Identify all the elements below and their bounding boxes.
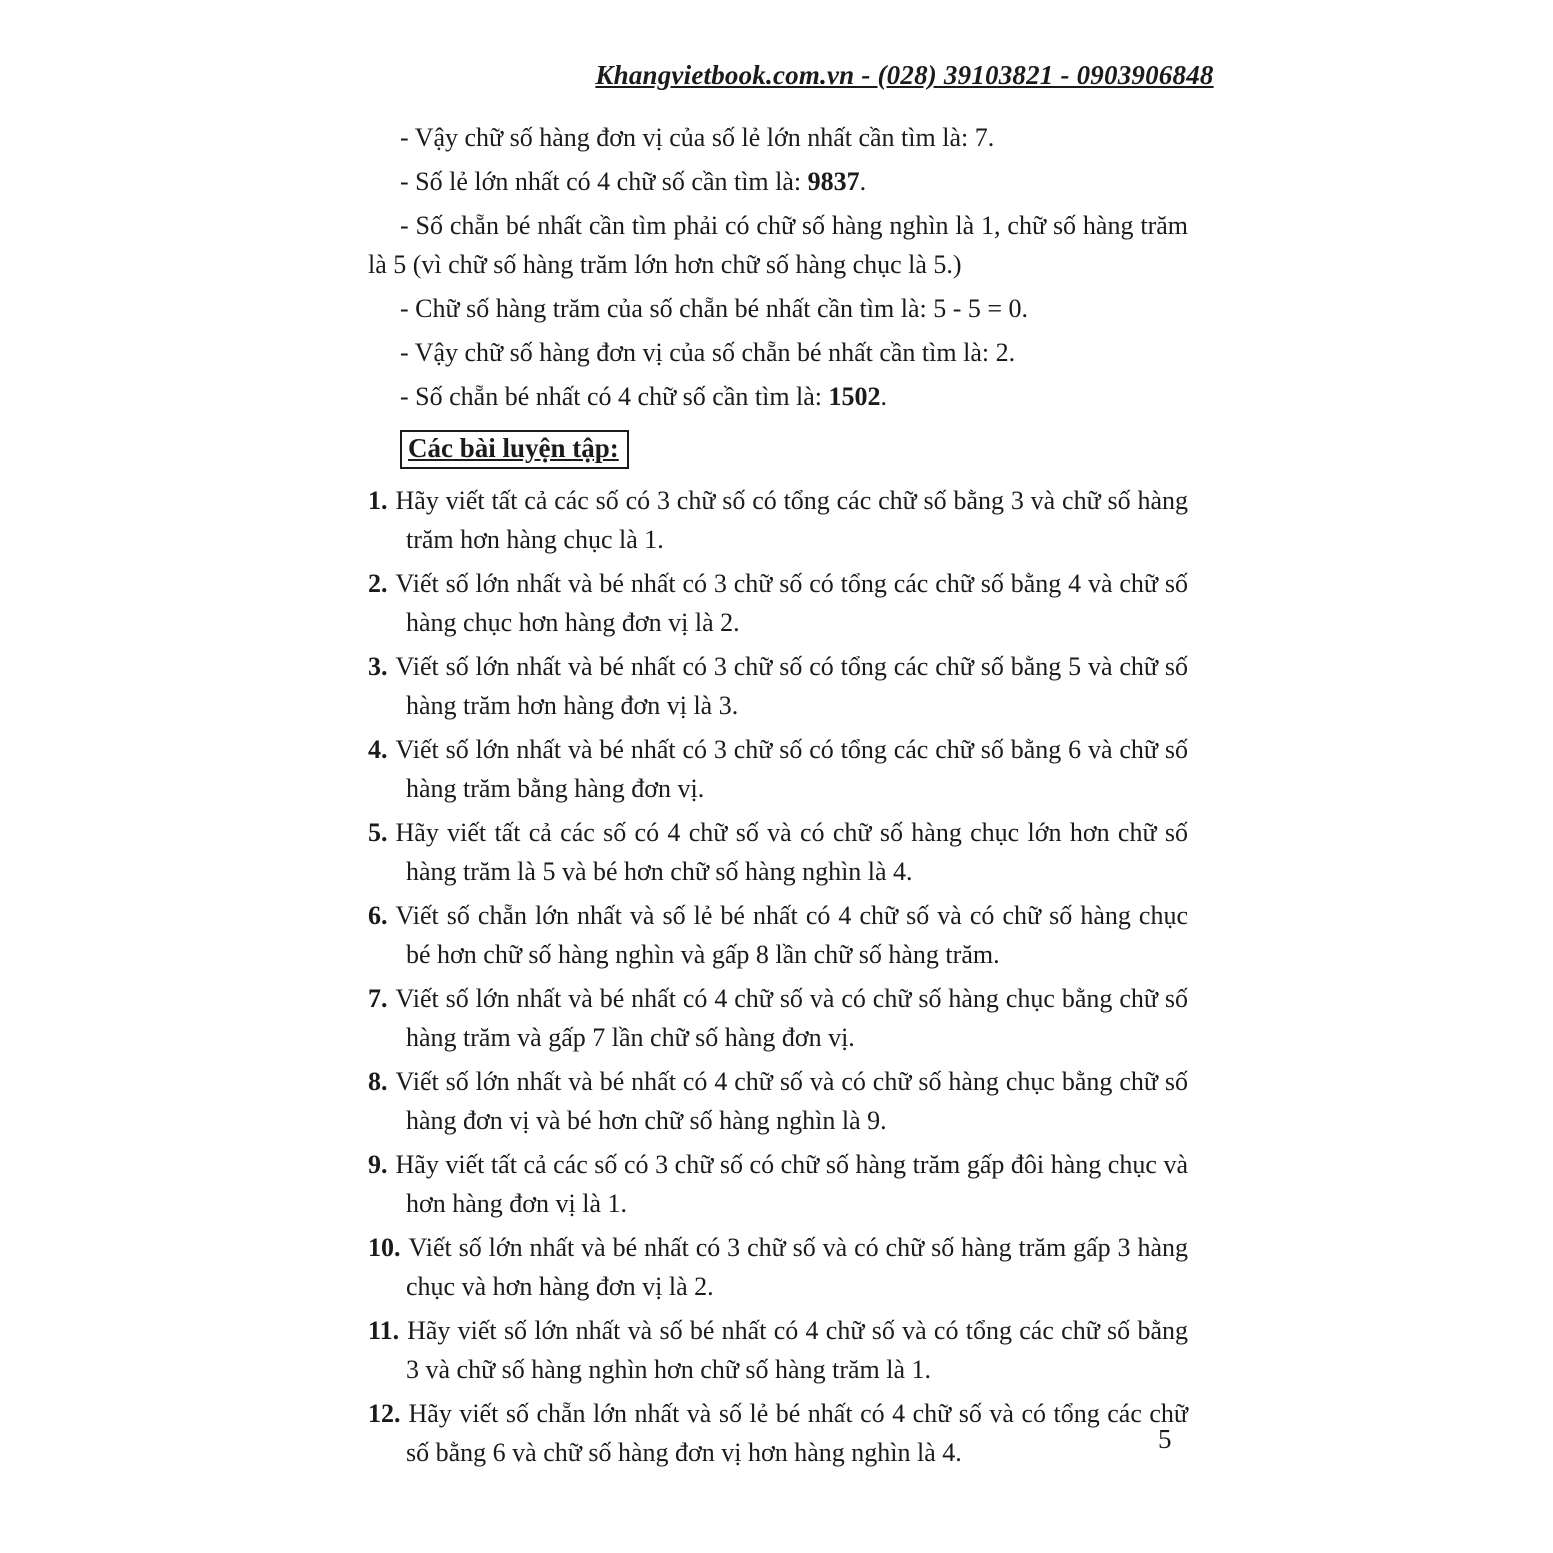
exercise-text: Viết số lớn nhất và bé nhất có 3 chữ số và có chữ số hàng trăm gấp 3 hàng chục và hơn hàng đơn vị là 2. bbox=[406, 1233, 1188, 1301]
page-header bbox=[0, 60, 1553, 91]
exercise-text: Viết số lớn nhất và bé nhất có 3 chữ số có tổng các chữ số bằng 6 và chữ số hàng trăm bằng hàng đơn vị. bbox=[395, 735, 1188, 803]
exercise-item bbox=[368, 647, 1188, 725]
paragraph: - Số lẻ lớn nhất có 4 chữ số cần tìm là: 9837. bbox=[400, 167, 867, 196]
intro-paragraphs bbox=[368, 118, 1188, 416]
exercise-number: 12. bbox=[368, 1399, 401, 1428]
exercise-number: 11. bbox=[368, 1316, 400, 1345]
exercise-text: Hãy viết tất cả các số có 3 chữ số có tổng các chữ số bằng 3 và chữ số hàng trăm hơn hàng chục là 1. bbox=[395, 486, 1188, 554]
exercise-text: Hãy viết tất cả các số có 4 chữ số và có chữ số hàng chục lớn hơn chữ số hàng trăm là 5 và bé hơn chữ số hàng nghìn là 4. bbox=[395, 818, 1188, 886]
exercise-item bbox=[368, 1228, 1188, 1306]
paragraph: - Vậy chữ số hàng đơn vị của số chẵn bé nhất cần tìm là: 2. bbox=[400, 338, 1016, 367]
exercises-heading-wrap bbox=[368, 430, 1188, 469]
exercise-number: 2. bbox=[368, 569, 388, 598]
content bbox=[368, 118, 1188, 1477]
exercise-text: Viết số lớn nhất và bé nhất có 3 chữ số có tổng các chữ số bằng 4 và chữ số hàng chục hơn hàng đơn vị là 2. bbox=[395, 569, 1188, 637]
paragraph: - Số chẵn bé nhất có 4 chữ số cần tìm là: 1502. bbox=[400, 382, 888, 411]
header-text: Khangvietbook.com.vn - (028) 39103821 - 0903906848 bbox=[595, 60, 1214, 90]
exercise-item bbox=[368, 1311, 1188, 1389]
exercise-number: 3. bbox=[368, 652, 388, 681]
exercise-number: 6. bbox=[368, 901, 388, 930]
exercise-text: Viết số lớn nhất và bé nhất có 4 chữ số và có chữ số hàng chục bằng chữ số hàng trăm và gấp 7 lần chữ số hàng đơn vị. bbox=[395, 984, 1188, 1052]
exercise-number: 10. bbox=[368, 1233, 401, 1262]
exercise-item bbox=[368, 564, 1188, 642]
exercise-text: Viết số lớn nhất và bé nhất có 4 chữ số và có chữ số hàng chục bằng chữ số hàng đơn vị và bé hơn chữ số hàng nghìn là 9. bbox=[395, 1067, 1188, 1135]
exercise-number: 9. bbox=[368, 1150, 388, 1179]
exercise-item bbox=[368, 896, 1188, 974]
exercise-number: 4. bbox=[368, 735, 388, 764]
paragraph: - Số chẵn bé nhất cần tìm phải có chữ số hàng nghìn là 1, chữ số hàng trăm là 5 (vì chữ số hàng trăm lớn hơn chữ số hàng chục là 5.) bbox=[368, 211, 1188, 279]
exercise-item bbox=[368, 1062, 1188, 1140]
paragraph: - Chữ số hàng trăm của số chẵn bé nhất cần tìm là: 5 - 5 = 0. bbox=[400, 294, 1029, 323]
exercise-item bbox=[368, 1145, 1188, 1223]
exercise-number: 8. bbox=[368, 1067, 388, 1096]
exercise-item bbox=[368, 1394, 1188, 1472]
exercise-text: Viết số lớn nhất và bé nhất có 3 chữ số có tổng các chữ số bằng 5 và chữ số hàng trăm hơn hàng đơn vị là 3. bbox=[395, 652, 1188, 720]
exercise-number: 7. bbox=[368, 984, 388, 1013]
exercise-number: 5. bbox=[368, 818, 388, 847]
paragraph: - Vậy chữ số hàng đơn vị của số lẻ lớn nhất cần tìm là: 7. bbox=[400, 123, 995, 152]
exercise-item bbox=[368, 481, 1188, 559]
exercise-item bbox=[368, 813, 1188, 891]
exercise-text: Hãy viết số lớn nhất và số bé nhất có 4 chữ số và có tổng các chữ số bằng 3 và chữ số hàng nghìn hơn chữ số hàng trăm là 1. bbox=[406, 1316, 1188, 1384]
exercise-item bbox=[368, 979, 1188, 1057]
exercise-text: Hãy viết số chẵn lớn nhất và số lẻ bé nhất có 4 chữ số và có tổng các chữ số bằng 6 và chữ số hàng đơn vị hơn hàng nghìn là 4. bbox=[406, 1399, 1188, 1467]
exercise-list bbox=[368, 481, 1188, 1472]
exercise-number: 1. bbox=[368, 486, 388, 515]
exercises-heading: Các bài luyện tập: bbox=[400, 430, 629, 469]
exercise-text: Hãy viết tất cả các số có 3 chữ số có chữ số hàng trăm gấp đôi hàng chục và hơn hàng đơn vị là 1. bbox=[395, 1150, 1188, 1218]
page-number: 5 bbox=[1158, 1424, 1172, 1454]
exercise-item bbox=[368, 730, 1188, 808]
exercise-text: Viết số chẵn lớn nhất và số lẻ bé nhất có 4 chữ số và có chữ số hàng chục bé hơn chữ số hàng nghìn và gấp 8 lần chữ số hàng trăm. bbox=[395, 901, 1188, 969]
